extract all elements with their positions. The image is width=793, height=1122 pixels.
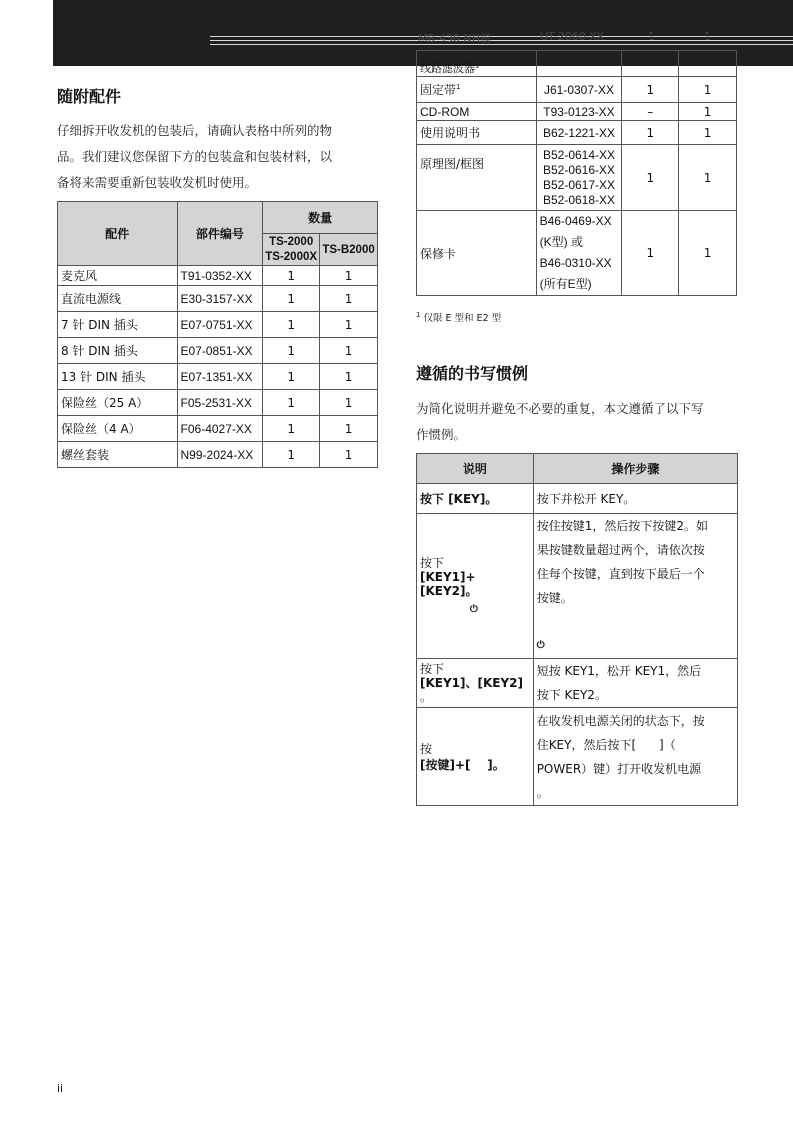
- table-row: [58, 286, 378, 312]
- convention-steps: 按下并松开 KEY。: [533, 484, 737, 514]
- accessory-name: 保修卡: [417, 211, 537, 296]
- col-steps: 操作步骤: [533, 454, 737, 484]
- qty-ts2000: –: [622, 103, 679, 121]
- col-description: 说明: [417, 454, 534, 484]
- qty-ts2000: 1: [263, 286, 320, 312]
- intro-line: 为简化说明并避免不必要的重复，本文遵循了以下写: [416, 401, 704, 416]
- accessories-table-continued: [416, 50, 737, 296]
- table-row: [417, 659, 738, 708]
- accessory-name: 保险丝（25 A）: [58, 390, 178, 416]
- footnote-number: 1: [416, 310, 421, 319]
- steps-line: 按下 KEY2。: [536, 688, 607, 702]
- table-row: [417, 103, 737, 121]
- part-number-line: B46-0469-XX: [539, 214, 612, 228]
- footnote-marker: 1: [456, 83, 461, 91]
- part-number-line: B52-0614-XX: [542, 147, 616, 162]
- conventions-table: [416, 453, 738, 806]
- steps-text: 按键。: [536, 591, 573, 605]
- accessories-table: [57, 201, 378, 468]
- qty-tsb2000: 1: [679, 145, 737, 211]
- steps-line: 按住按键1，然后按下按键2。如: [536, 519, 708, 533]
- steps-line: POWER）键）打开收发机电源: [536, 761, 702, 776]
- accessory-name: 螺丝套装: [58, 442, 178, 468]
- section-title-accessories: 随附配件: [57, 87, 122, 106]
- steps-line: 短按 KEY1，松开 KEY1，然后: [536, 664, 702, 678]
- convention-description: [417, 659, 534, 708]
- accessory-label: 线路滤波器: [420, 62, 475, 75]
- col-part-number: 部件编号: [177, 202, 263, 266]
- footnote: [416, 310, 501, 324]
- accessory-name: 使用说明书: [417, 121, 537, 145]
- qty-ts2000: 1: [263, 442, 320, 468]
- accessory-name: 直流电源线: [58, 286, 178, 312]
- clipped-cell: MB-430 NH模: [418, 32, 491, 43]
- part-number: T93-0123-XX: [536, 103, 622, 121]
- clipped-cell: 1: [648, 32, 655, 43]
- steps-line: 在收发机电源关闭的状态下，按: [536, 713, 705, 728]
- qty-tsb2000: 1: [679, 121, 737, 145]
- qty-tsb2000: 1: [679, 211, 737, 296]
- qty-ts2000: 1: [263, 416, 320, 442]
- table-row: [58, 312, 378, 338]
- col-accessory: 配件: [58, 202, 178, 266]
- table-row: [58, 364, 378, 390]
- power-icon: ⏻: [536, 640, 545, 651]
- part-number-line: (所有E型): [539, 277, 592, 291]
- table-row: [417, 51, 737, 77]
- part-number: F06-4027-XX: [177, 416, 263, 442]
- page-number: ii: [57, 1082, 64, 1095]
- accessories-intro: [57, 118, 377, 196]
- model-name: TS-2000X: [265, 250, 318, 263]
- qty-ts2000: 1: [263, 266, 320, 286]
- steps-line: 住每个按键，直到按下最后一个: [536, 567, 705, 581]
- convention-steps: [533, 708, 737, 806]
- qty-tsb2000: 1: [320, 442, 378, 468]
- accessory-name: 原理图/框图: [417, 145, 537, 211]
- table-row: [58, 416, 378, 442]
- qty-ts2000: 1: [263, 390, 320, 416]
- table-row: [417, 484, 738, 514]
- convention-steps: [533, 514, 737, 659]
- table-row: [417, 211, 737, 296]
- section-title-conventions: 遵循的书写惯例: [416, 364, 529, 383]
- desc-line: [按键]+[ ]。: [420, 757, 505, 772]
- part-number: J61-0307-XX: [536, 77, 622, 103]
- part-number-line: B52-0616-XX: [542, 162, 616, 177]
- qty-tsb2000: 1: [320, 416, 378, 442]
- qty-tsb2000: 1: [320, 286, 378, 312]
- footnote-text: 仅限 E 型和 E2 型: [423, 313, 502, 324]
- qty-ts2000: 1: [622, 211, 679, 296]
- steps-line: 住KEY，然后按下[ ]（: [536, 737, 676, 752]
- part-number: [536, 211, 622, 296]
- qty-tsb2000: [679, 51, 737, 77]
- convention-description: [417, 514, 534, 659]
- desc-line: 按下: [420, 662, 445, 676]
- table-row: [417, 514, 738, 659]
- intro-line: 备将来需要重新包装收发机时使用。: [57, 175, 258, 190]
- qty-ts2000: 1: [622, 121, 679, 145]
- part-number: B62-1221-XX: [536, 121, 622, 145]
- table-row: [58, 338, 378, 364]
- table-row: [417, 708, 738, 806]
- clipped-cell: UT-2060-XX: [540, 32, 605, 43]
- part-number-line: (K型) 或: [539, 235, 583, 249]
- table-row: [417, 77, 737, 103]
- part-number: E07-1351-XX: [177, 364, 263, 390]
- qty-ts2000: [622, 51, 679, 77]
- desc-line: 按下: [420, 555, 445, 570]
- table-row: [417, 145, 737, 211]
- accessory-label: 固定带: [420, 83, 457, 97]
- intro-line: 作惯例。: [416, 427, 467, 442]
- qty-tsb2000: 1: [320, 364, 378, 390]
- accessory-name: 保险丝（4 A）: [58, 416, 178, 442]
- part-number-line: B46-0310-XX: [539, 256, 612, 270]
- part-number-line: B52-0618-XX: [542, 192, 616, 207]
- qty-ts2000: 1: [263, 338, 320, 364]
- intro-line: 品。我们建议您保留下方的包装盒和包装材料，以: [57, 149, 333, 164]
- accessory-name: 7 针 DIN 插头: [58, 312, 178, 338]
- col-ts2000: [263, 234, 320, 266]
- accessory-name: 8 针 DIN 插头: [58, 338, 178, 364]
- qty-tsb2000: 1: [320, 266, 378, 286]
- table-row: [417, 121, 737, 145]
- convention-description: [417, 708, 534, 806]
- qty-tsb2000: 1: [320, 338, 378, 364]
- part-number: E07-0851-XX: [177, 338, 263, 364]
- desc-line: [KEY1]、[KEY2]: [420, 676, 524, 690]
- part-number: N99-2024-XX: [177, 442, 263, 468]
- part-number: F05-2531-XX: [177, 390, 263, 416]
- steps-line: 。: [536, 785, 549, 800]
- accessory-name: CD-ROM: [417, 103, 537, 121]
- accessory-name: 麦克风: [58, 266, 178, 286]
- accessory-name: [417, 77, 537, 103]
- qty-tsb2000: 1: [679, 103, 737, 121]
- part-number: T91-0352-XX: [177, 266, 263, 286]
- power-icon: ⏻: [469, 603, 478, 615]
- table-row: [58, 266, 378, 286]
- part-number: [536, 145, 622, 211]
- desc-line: 。: [420, 690, 433, 704]
- clipped-row: [416, 32, 737, 43]
- accessory-name: [417, 51, 537, 77]
- qty-tsb2000: 1: [679, 77, 737, 103]
- part-number: [536, 51, 622, 77]
- part-number: E07-0751-XX: [177, 312, 263, 338]
- model-name: TS-2000: [269, 235, 314, 248]
- header-rule: [210, 44, 793, 45]
- part-number-line: B52-0617-XX: [542, 177, 616, 192]
- desc-line: [KEY1]+[KEY2]。: [420, 569, 478, 598]
- qty-ts2000: 1: [622, 77, 679, 103]
- qty-tsb2000: 1: [320, 312, 378, 338]
- steps-line: [537, 586, 734, 658]
- steps-line: 果按键数量超过两个，请依次按: [536, 543, 705, 557]
- desc-line: 按: [420, 741, 433, 756]
- qty-ts2000: 1: [263, 312, 320, 338]
- qty-ts2000: 1: [622, 145, 679, 211]
- qty-ts2000: 1: [263, 364, 320, 390]
- intro-line: 仔细拆开收发机的包装后，请确认表格中所列的物: [57, 123, 333, 138]
- footnote-marker: 1: [475, 61, 480, 70]
- qty-tsb2000: 1: [320, 390, 378, 416]
- clipped-cell: 1: [704, 32, 711, 43]
- part-number: E30-3157-XX: [177, 286, 263, 312]
- convention-description: 按下 [KEY]。: [417, 484, 534, 514]
- table-row: [58, 442, 378, 468]
- table-row: [58, 390, 378, 416]
- col-tsb2000: TS-B2000: [320, 234, 378, 266]
- accessory-name: 13 针 DIN 插头: [58, 364, 178, 390]
- col-quantity: 数量: [263, 202, 378, 234]
- conventions-intro: [416, 396, 737, 448]
- convention-steps: [533, 659, 737, 708]
